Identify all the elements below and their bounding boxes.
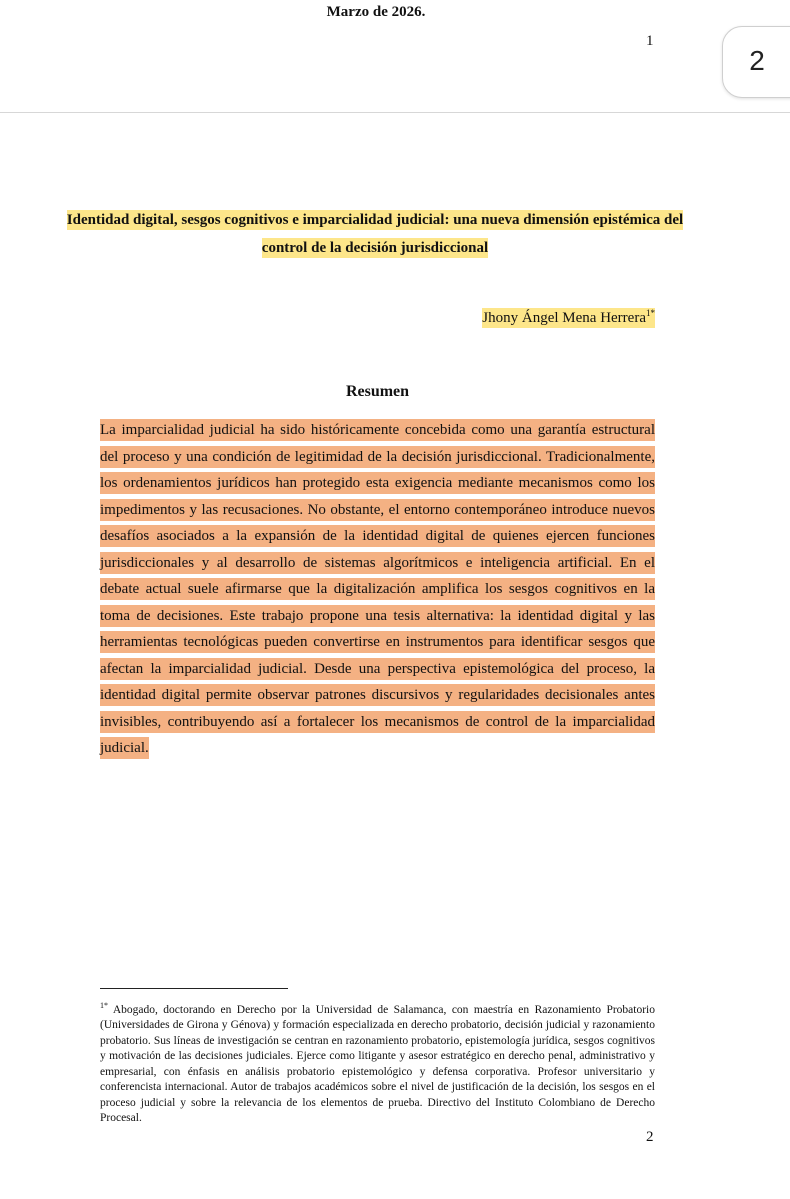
abstract-paragraph — [100, 417, 655, 762]
author-highlight — [482, 308, 655, 328]
abstract-text: La imparcialidad judicial ha sido históricamente concebida como una garantía estructural del proceso y una condición de legitimidad de la decisión jurisdiccional. Tradicionalmente, los ordenamientos jurídicos han protegido esta exigencia mediante mecanismos como los impedimentos y las recusaciones. No obstante, el entorno contemporáneo introduce nuevos desafíos asociados a la expansión de la identidad digital de quienes ejercen funciones jurisdiccionales y al desarrollo de sistemas algorítmicos e inteligencia artificial. En el debate actual suele afirmarse que la digitalización amplifica los sesgos cognitivos en la toma de decisiones. Este trabajo propone una tesis alternativa: la identidad digital y las herramientas tecnológicas pueden convertirse en instrumentos para identificar sesgos que afectan la imparcialidad judicial. Desde una perspectiva epistemológica del proceso, la identidad digital permite observar patrones discursivos y regularidades decisionales antes invisibles, contribuyendo así a fortalecer los mecanismos de control de la imparcialidad judicial. — [100, 419, 655, 759]
footnote-mark: 1* — [100, 1001, 108, 1010]
page-indicator-number: 2 — [749, 45, 765, 76]
abstract-heading: Resumen — [345, 383, 410, 400]
author-name: Jhony Ángel Mena Herrera — [482, 310, 646, 326]
document-title — [60, 206, 690, 262]
previous-page-number: 1 — [646, 33, 654, 49]
footnote-text: Abogado, doctorando en Derecho por la Universidad de Salamanca, con maestría en Razonamiento Probatorio (Universidades de Girona y Génova) y formación especializada en derecho probatorio, decisión judicial y razonamiento probatorio. Sus líneas de investigación se centran en razonamiento probatorio, epistemología jurídica, sesgos cognitivos y motivación de las decisiones judiciales. Ejerce como litigante y asesor estratégico en derecho penal, administrativo y empresarial, con énfasis en análisis probatorio epistemológico y defensa corporativa. Profesor universitario y conferencista internacional. Autor de trabajos académicos sobre el nivel de justificación de la decisión, los sesgos en el proceso judicial y sobre la relevancia de los elementos de prueba. Directivo del Instituto Colombiano de Derecho Procesal. — [100, 1003, 656, 1125]
page-indicator-badge[interactable] — [722, 26, 790, 98]
previous-page-bottom — [0, 0, 790, 113]
document-page — [0, 113, 790, 1199]
footnote-separator — [100, 988, 288, 989]
document-title-text: Identidad digital, sesgos cognitivos e imparcialidad judicial: una nueva dimensión epistémica del control de la decisión jurisdiccional — [66, 212, 684, 256]
previous-page-date: Marzo de 2026. — [326, 4, 426, 20]
author-line — [482, 308, 655, 327]
author-footnote-mark[interactable]: 1* — [646, 308, 655, 318]
footnote — [100, 998, 655, 1127]
page-number: 2 — [646, 1129, 654, 1145]
